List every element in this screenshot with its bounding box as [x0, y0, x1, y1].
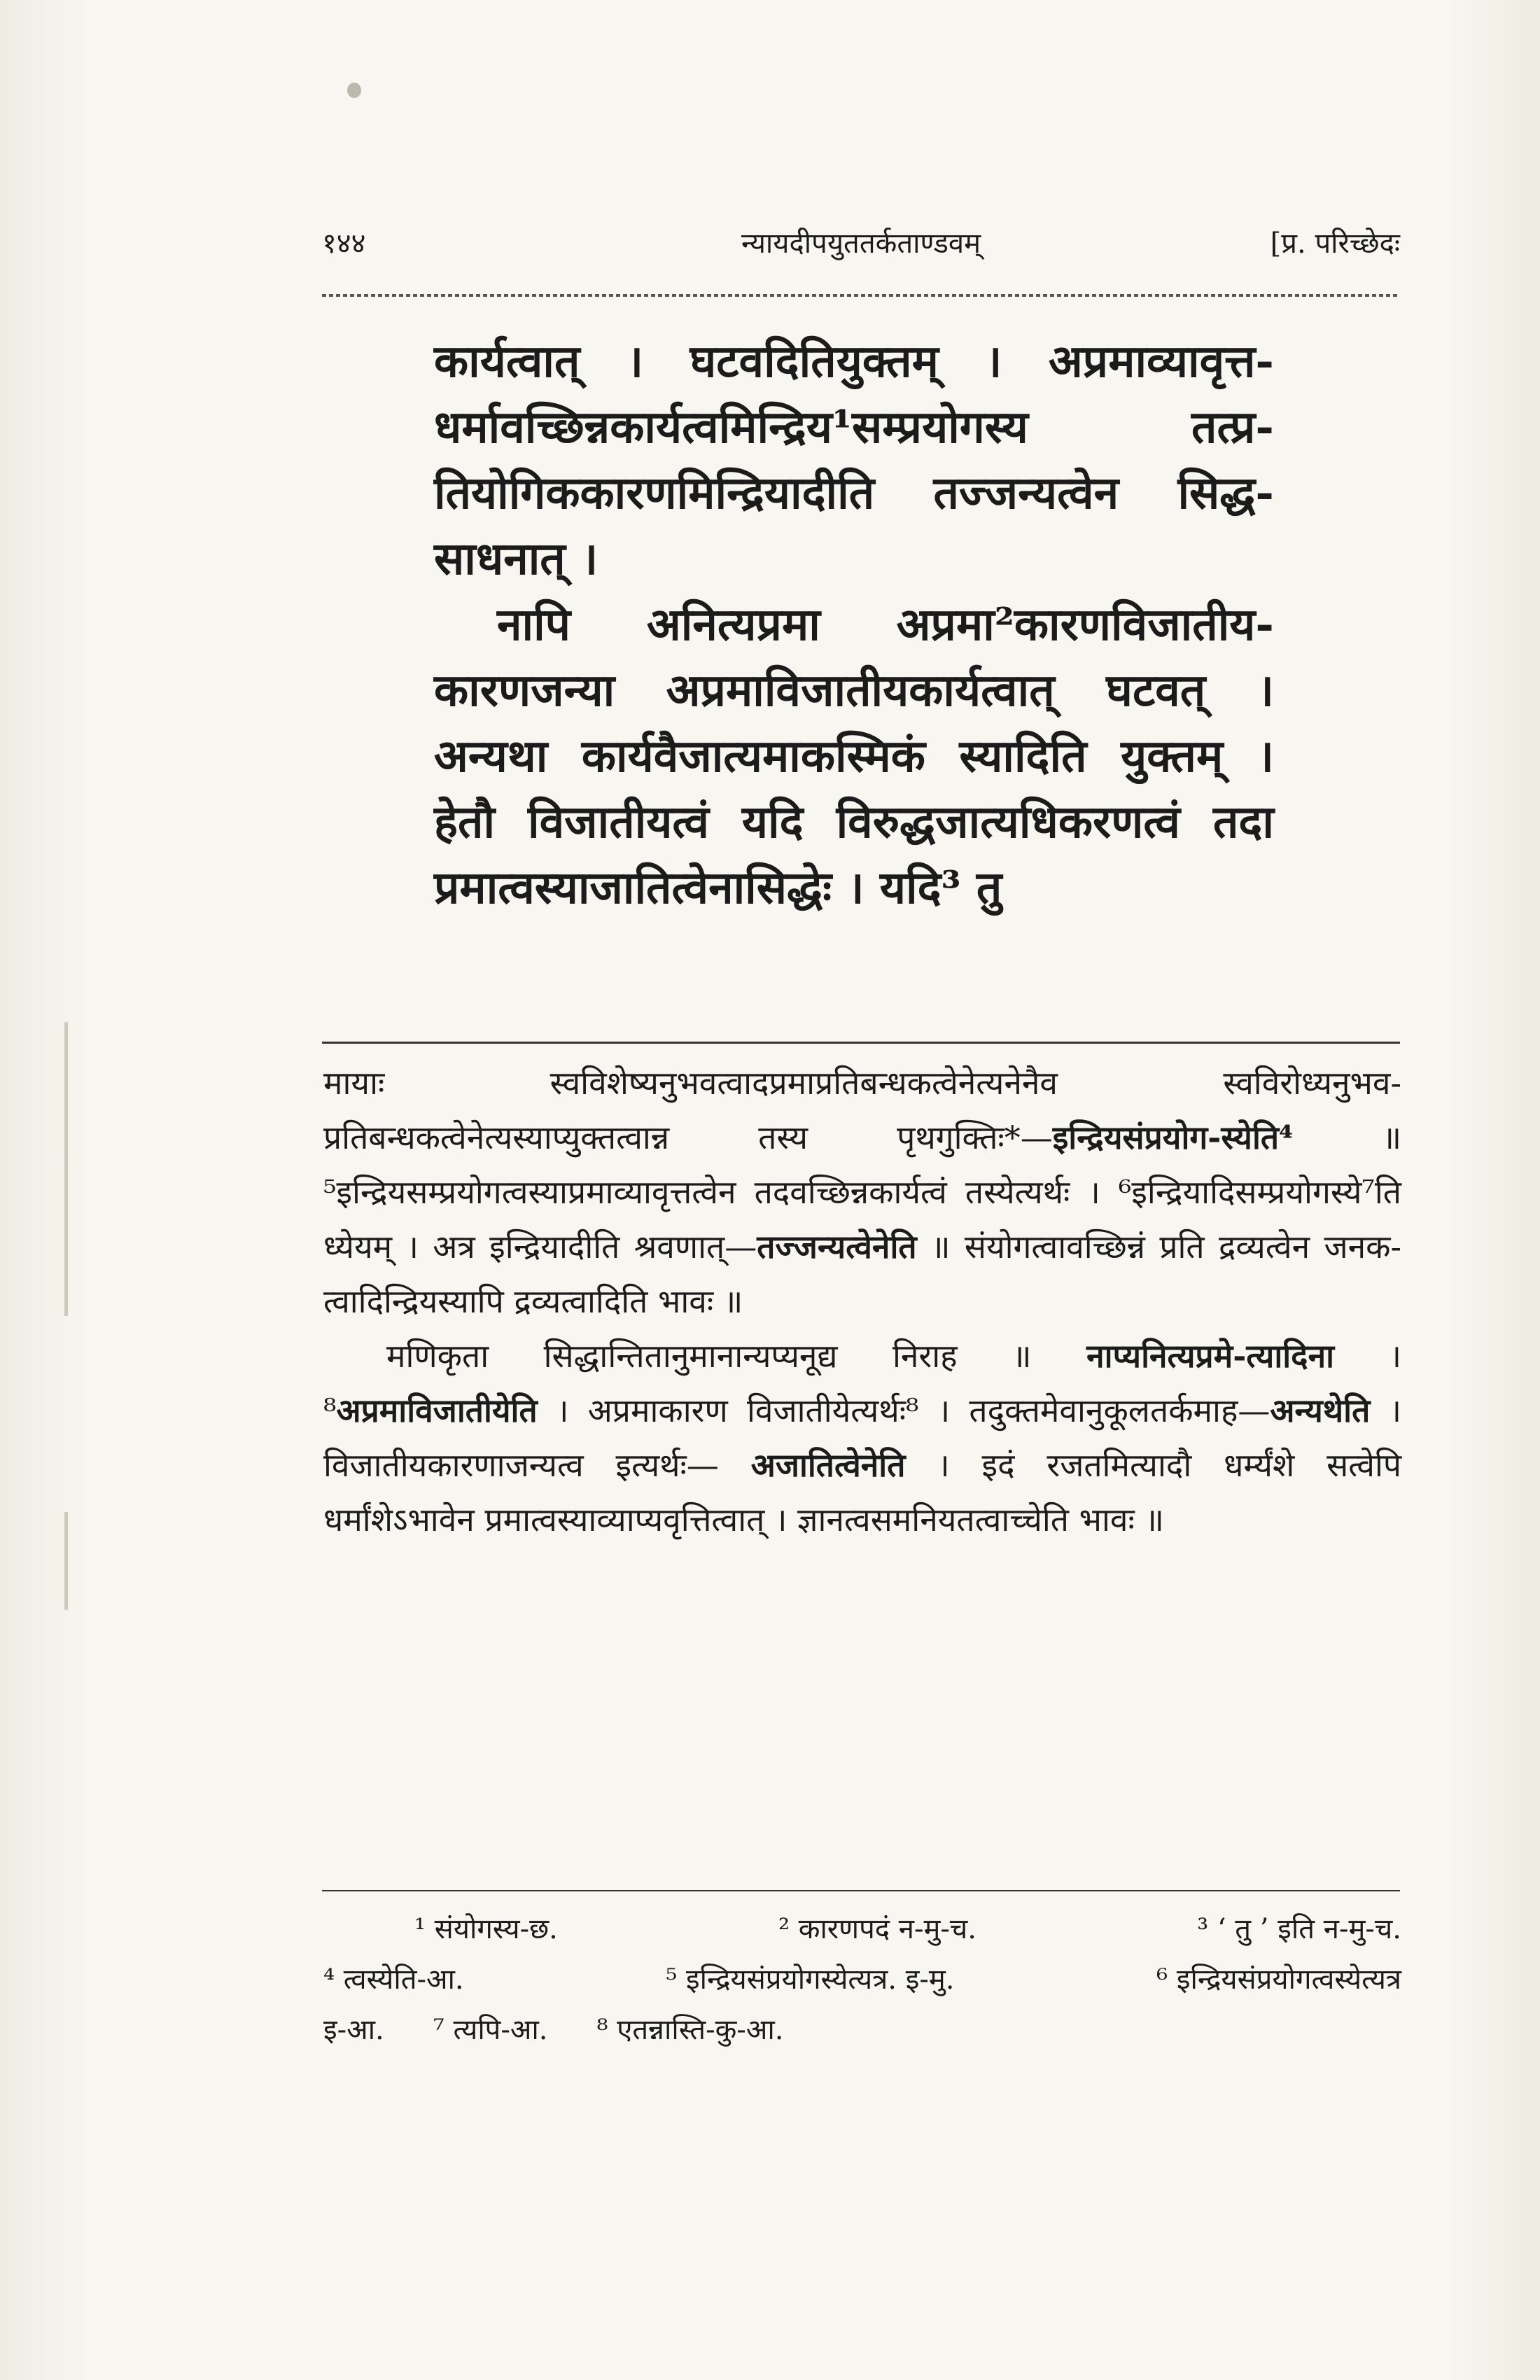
commentary-text-span: । इदं रजतमित्यादौ धर्म्यंशे सत्वेपि धर्मांशेऽभावेन प्रमात्वस्याव्याप्यवृत्तित्वात् । ज्ञानत्वसमनियतत्वाच्चेति भावः ॥ [323, 1446, 1402, 1539]
commentary-lemma: इन्द्रियसंप्रयोग-स्येति⁴ [1052, 1119, 1294, 1156]
footnote: ⁴ त्वस्येति-आ. [323, 1963, 464, 1996]
main-text [434, 329, 1274, 921]
footnote: ⁸ एतन्नास्ति-कु-आ. [596, 2014, 784, 2046]
footnote-row [323, 2005, 1401, 2055]
commentary-text-span: । ⁸ [323, 1337, 1402, 1429]
footnote-divider [322, 1890, 1400, 1891]
commentary-text [323, 1056, 1401, 1547]
page-number: १४४ [322, 227, 366, 260]
commentary-text-span: ॥ संयोगत्वावच्छिन्नं प्रति द्रव्यत्वेन जनक-त्वादिन्द्रियस्यापि द्रव्यत्वादिति भावः ॥ [323, 1228, 1401, 1320]
footnote: ¹ संयोगस्य-छ. [414, 1913, 558, 1945]
commentary-lemma: अन्यथेति [1270, 1392, 1371, 1429]
header-rule [322, 294, 1400, 297]
commentary-lemma: अप्रमाविजातीयेति [336, 1392, 538, 1429]
commentary-lemma: नाप्यनित्यप्रमे-त्यादिना [1086, 1337, 1335, 1375]
commentary-text-span: । अप्रमाकारण विजातीयेत्यर्थः⁸ । तदुक्तमेवानुकूलतर्कमाह— [556, 1392, 1270, 1429]
commentary-lemma: अजातित्वेनेति [750, 1446, 906, 1484]
footnote: ³ ‘ तु ’ इति न-मु-च. [1197, 1913, 1401, 1945]
commentary-text-span: । विजातीयकारणाजन्यत्व इत्यर्थः— [323, 1392, 1402, 1484]
margin-mark [64, 1512, 68, 1610]
ink-dot [347, 83, 361, 98]
footnote: इ-आ. [323, 2014, 384, 2046]
commentary-lemma: तज्जन्यत्वेनेति [757, 1228, 917, 1266]
commentary-paragraph [323, 1329, 1401, 1547]
section-title: [प्र. परिच्छेदः [1270, 227, 1400, 260]
main-commentary-divider [322, 1042, 1400, 1044]
commentary-text-span: मायाः स्वविशेष्यनुभवत्वादप्रमाप्रतिबन्धकत्वेनेत्यनेनैव स्वविरोध्यनुभव-प्रतिबन्धकत्वेनेत्यस्याप्युक्तत्वान्न तस्य पृथगुक्तिः*— [323, 1064, 1401, 1156]
commentary-paragraph [323, 1056, 1401, 1329]
commentary-text-span: मणिकृता सिद्धान्तितानुमानान्यप्यनूद्य निराह ॥ [386, 1337, 1032, 1375]
footnote: ⁶ इन्द्रियसंप्रयोगत्वस्येत्यत्र [1156, 1963, 1401, 1996]
footnote-row [323, 1954, 1401, 2005]
footnote: ⁵ इन्द्रियसंप्रयोगस्येत्यत्र. इ-मु. [666, 1963, 955, 1996]
book-title: न्यायदीपयुततर्कताण्डवम् [741, 227, 981, 260]
commentary-text-span: ॥ ⁵इन्द्रियसम्प्रयोगत्वस्याप्रमाव्यावृत्तत्वेन तदवच्छिन्नकार्यत्वं तस्येत्यर्थः । ⁶इन्द्रियादिसम्प्रयोगस्ये⁷ति ध्येयम् । अत्र इन्द्रियादीति श्रवणात्— [323, 1119, 1401, 1266]
footnote: ² कारणपदं न-मु-च. [778, 1913, 977, 1945]
footnote-row [323, 1904, 1401, 1954]
running-header [322, 223, 1400, 265]
margin-mark [64, 1022, 68, 1316]
main-paragraph: कार्यत्वात् । घटवदितियुक्तम् । अप्रमाव्यावृत्त-धर्मावच्छिन्नकार्यत्वमिन्द्रिय¹सम्प्रयोगस्य तत्प्र-तियोगिककारणमिन्द्रियादीति तज्जन्यत्वेन सिद्ध-साधनात् । [434, 335, 1274, 585]
main-paragraph: नापि अनित्यप्रमा अप्रमा²कारणविजातीय-कारणजन्या अप्रमाविजातीयकार्यत्वात् घटवत् । अन्यथा कार्यवैजात्यमाकस्मिकं स्यादिति युक्तम् । हेतौ विजातीयत्वं यदि विरुद्धजात्यधिकरणत्वं तदा प्रमात्वस्याजातित्वेनासिद्धेः । यदि³ तु [434, 598, 1274, 914]
footnotes [323, 1904, 1401, 2055]
footnote: ⁷ त्यपि-आ. [433, 2014, 548, 2046]
